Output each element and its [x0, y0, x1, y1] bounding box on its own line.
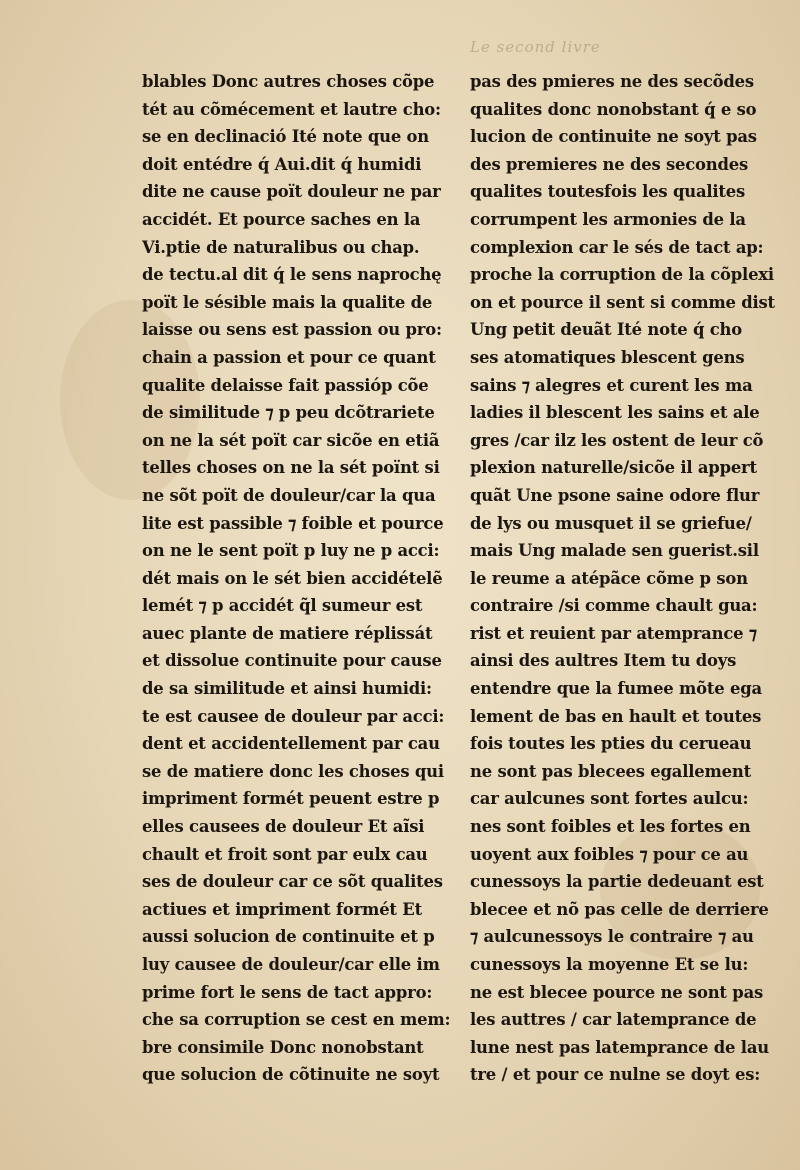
text-line: impriment formét peuent estre p — [142, 789, 440, 809]
running-head: Le second livre — [470, 38, 601, 56]
text-line: dét mais on le sét bien accidételẽ — [142, 568, 443, 588]
text-line: de similitude ⁊ p peu dcõtrariete — [142, 403, 435, 423]
right-text-column — [470, 68, 788, 1089]
text-line: Ung petit deuãt Ité note q́ cho — [470, 320, 742, 340]
text-line: se de matiere donc les choses qui — [142, 761, 444, 781]
text-line: complexion car le sés de tact ap: — [470, 237, 764, 257]
text-line: entendre que la fumee mõte ega — [470, 679, 762, 699]
text-line: lune nest pas latemprance de lau — [470, 1037, 769, 1057]
text-line: luy causee de douleur/car elle im — [142, 955, 440, 974]
text-line: cunessoys la partie dedeuant est — [470, 872, 764, 892]
text-line: dent et accidentellement par cau — [142, 734, 440, 754]
text-line: de sa similitude et ainsi humidi: — [142, 679, 432, 699]
text-line: cunessoys la moyenne Et se lu: — [470, 955, 749, 974]
text-line: ⁊ aulcunessoys le contraire ⁊ au — [470, 927, 754, 947]
left-text-column — [142, 68, 460, 1089]
text-line: pas des pmieres ne des secõdes — [470, 72, 754, 91]
text-line: telles choses on ne la sét poïnt si — [142, 458, 440, 478]
text-line: le reume a atépãce cõme p son — [470, 568, 748, 588]
text-line: lement de bas en hault et toutes — [470, 706, 762, 726]
text-line: chain a passion et pour ce quant — [142, 347, 436, 367]
text-line: sains ⁊ alegres et curent les ma — [470, 375, 753, 395]
text-line: doit entédre q́ Aui.dit q́ humidi — [142, 154, 422, 174]
text-line: on ne le sent poït p luy ne p acci: — [142, 541, 440, 561]
text-line: qualites toutesfois les qualites — [470, 182, 746, 202]
text-line: ainsi des aultres Item tu doys — [470, 651, 737, 671]
text-line: auec plante de matiere réplissát — [142, 623, 433, 643]
text-line: te est causee de douleur par acci: — [142, 706, 445, 726]
text-line: actiues et impriment formét Et — [142, 899, 422, 919]
text-line: se en declinació Ité note que on — [142, 127, 430, 147]
text-line: laisse ou sens est passion ou pro: — [142, 320, 442, 340]
text-line: accidét. Et pource saches en la — [142, 209, 421, 229]
text-line: on ne la sét poït car sicõe en etiã — [142, 430, 440, 450]
text-line: bre consimile Donc nonobstant — [142, 1037, 424, 1057]
text-line: et dissolue continuite pour cause — [142, 651, 442, 671]
text-line: qualite delaisse fait passióp cõe — [142, 375, 429, 395]
text-line: proche la corruption de la cõplexi — [470, 265, 774, 285]
text-line: de lys ou musquet il se griefue/ — [470, 513, 752, 533]
text-line: lite est passible ⁊ foible et pource — [142, 513, 444, 533]
text-line: gres /car ilz les ostent de leur cõ — [470, 430, 764, 450]
text-line: poït le sésible mais la qualite de — [142, 292, 433, 312]
text-line: elles causees de douleur Et aĩsi — [142, 817, 425, 837]
text-line: Vi.ptie de naturalibus ou chap. — [142, 237, 420, 257]
text-line: blables Donc autres choses cõpe — [142, 72, 435, 91]
text-line: che sa corruption se cest en mem: — [142, 1010, 451, 1030]
text-line: mais Ung malade sen guerist.sil — [470, 541, 759, 561]
text-line: quãt Une psone saine odore flur — [470, 485, 760, 505]
text-line: dite ne cause poït douleur ne par — [142, 182, 441, 202]
text-line: chault et froit sont par eulx cau — [142, 844, 428, 864]
text-line: ses atomatiques blescent gens — [470, 347, 745, 367]
text-line: ladies il blescent les sains et ale — [470, 403, 760, 423]
text-line: ne sõt poït de douleur/car la qua — [142, 485, 436, 505]
text-line: tét au cõmécement et lautre cho: — [142, 99, 441, 119]
text-line: fois toutes les pties du cerueau — [470, 734, 752, 754]
text-line: corrumpent les armonies de la — [470, 209, 746, 229]
text-line: car aulcunes sont fortes aulcu: — [470, 789, 749, 809]
text-line: uoyent aux foibles ⁊ pour ce au — [470, 844, 749, 864]
text-line: les auttres / car latemprance de — [470, 1010, 757, 1030]
text-line: prime fort le sens de tact appro: — [142, 982, 433, 1002]
text-line: lemét ⁊ p accidét q̃l sumeur est — [142, 596, 423, 616]
text-line: ne sont pas blecees egallement — [470, 761, 751, 781]
text-line: de tectu.al dit q́ le sens naprochę — [142, 265, 442, 285]
text-line: tre / et pour ce nulne se doyt es: — [470, 1065, 761, 1085]
text-line: aussi solucion de continuite et p — [142, 927, 435, 947]
text-line: rist et reuient par atemprance ⁊ — [470, 623, 757, 643]
text-line: que solucion de cõtinuite ne soyt — [142, 1065, 440, 1085]
text-line: ses de douleur car ce sõt qualites — [142, 872, 443, 892]
text-line: des premieres ne des secondes — [470, 154, 749, 174]
text-line: qualites donc nonobstant q́ e so — [470, 99, 757, 119]
text-line: on et pource il sent si comme dist — [470, 292, 775, 312]
text-line: ne est blecee pource ne sont pas — [470, 982, 764, 1002]
text-line: nes sont foibles et les fortes en — [470, 817, 751, 837]
text-line: contraire /si comme chault gua: — [470, 596, 758, 616]
text-line: lucion de continuite ne soyt pas — [470, 127, 757, 147]
text-line: plexion naturelle/sicõe il appert — [470, 458, 757, 478]
text-line: blecee et nõ pas celle de derriere — [470, 899, 769, 919]
